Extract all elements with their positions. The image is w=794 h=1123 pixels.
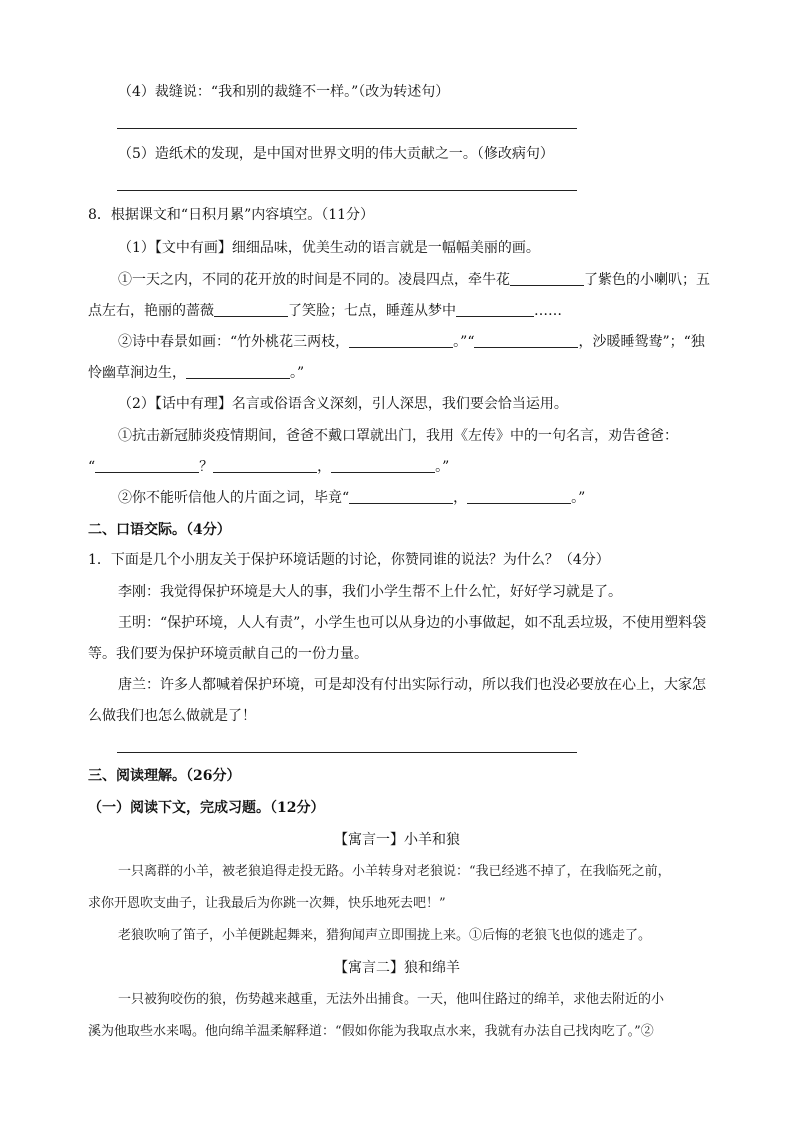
sec2-q1: 1．下面是几个小朋友关于保护环境话题的讨论，你赞同谁的说法？为什么？（4分） bbox=[88, 552, 610, 568]
q8-p2a-comma: ， bbox=[317, 459, 332, 475]
section2-title: 二、口语交际。（4分） bbox=[88, 522, 231, 538]
fable1-p1a: 一只离群的小羊，被老狼追得走投无路。小羊转身对老狼说：“我已经逃不掉了，在我临死之前， bbox=[118, 864, 671, 879]
q7-item4: （4）裁缝说：“我和别的裁缝不一样。”（改为转述句） bbox=[118, 84, 450, 100]
q8-p1b-text3: ，沙暖睡鸳鸯”；“独 bbox=[578, 334, 705, 350]
q8-part1-intro: （1）【文中有画】细细品味，优美生动的语言就是一幅幅美丽的画。 bbox=[118, 240, 540, 256]
fable1-p1b: 求你开恩吹支曲子，让我最后为你跳一次舞，快乐地死去吧！” bbox=[88, 896, 446, 911]
fable2-p1a: 一只被狗咬伤的狼，伤势越来越重，无法外出捕食。一天，他叫住路过的绵羊，求他去附近的小 bbox=[118, 992, 665, 1007]
blank-proverb-3[interactable] bbox=[331, 458, 435, 473]
q8-title: 8．根据课文和“日积月累”内容填空。（11分） bbox=[88, 207, 375, 223]
blank-proverb-2[interactable] bbox=[213, 458, 317, 473]
q8-p1b-line2 bbox=[88, 363, 304, 383]
q8-p1b-text5: 。” bbox=[290, 365, 305, 381]
blank-poem-3[interactable] bbox=[186, 364, 290, 379]
q8-p1b-line1 bbox=[118, 332, 705, 352]
sec2-li-gang: 李刚：我觉得保护环境是大人的事，我们小学生帮不上什么忙，好好学习就是了。 bbox=[118, 584, 622, 600]
q8-p2a-quote-close: 。” bbox=[435, 459, 450, 475]
q8-part2-intro: （2）【话中有理】名言或俗语含义深刻，引人深思，我们要会恰当运用。 bbox=[118, 396, 568, 412]
fable2-p1b: 溪为他取些水来喝。他向绵羊温柔解释道：“假如你能为我取点水来，我就有办法自己找肉吃了。”② bbox=[88, 1024, 654, 1039]
answer-line-q7-5[interactable] bbox=[117, 190, 577, 191]
blank-saying-1[interactable] bbox=[349, 489, 453, 504]
q7-item5: （5）造纸术的发现，是中国对世界文明的伟大贡献之一。（修改病句） bbox=[118, 146, 554, 162]
blank-poem-2[interactable] bbox=[474, 333, 578, 348]
q8-p2b-comma: ， bbox=[453, 490, 468, 506]
fable1-title: 【寓言一】小羊和狼 bbox=[334, 832, 460, 848]
q8-p1a-text4: 了笑脸；七点，睡莲从梦中 bbox=[288, 303, 456, 319]
blank-saying-2[interactable] bbox=[467, 489, 571, 504]
q8-p2a-quote-open: “ bbox=[88, 459, 96, 475]
q8-p1b-text1: ②诗中春景如画：“竹外桃花三两枝， bbox=[118, 334, 350, 350]
q8-p1b-text4: 怜幽草涧边生， bbox=[88, 365, 186, 381]
q8-p2b-quote-close: 。” bbox=[571, 490, 586, 506]
blank-morning-glory[interactable] bbox=[510, 271, 584, 286]
q8-p2a: ①抗击新冠肺炎疫情期间，爸爸不戴口罩就出门，我用《左传》中的一句名言，劝告爸爸： bbox=[118, 428, 678, 444]
sec2-wang-ming-1: 王明：“保护环境，人人有责”，小学生也可以从身边的小事做起，如不乱丢垃圾，不使用塑料袋 bbox=[118, 615, 707, 631]
q8-p1a-line1 bbox=[118, 270, 710, 290]
sec2-wang-ming-2: 等。我们要为保护环境贡献自己的一份力量。 bbox=[88, 646, 368, 662]
q8-p1a-text3: 点左右，艳丽的蔷薇 bbox=[88, 303, 214, 319]
q8-p1a-text2: 了紫色的小喇叭；五 bbox=[584, 272, 710, 288]
fable2-title: 【寓言二】狼和绵羊 bbox=[334, 960, 460, 976]
sec3-sub1: （一）阅读下文，完成习题。（12分） bbox=[88, 800, 325, 816]
q8-p1b-text2: 。”“ bbox=[453, 334, 475, 350]
blank-proverb-1[interactable] bbox=[95, 458, 199, 473]
q8-p2b bbox=[118, 488, 585, 508]
q8-p1a-text1: ①一天之内，不同的花开放的时间是不同的。凌晨四点，牵牛花 bbox=[118, 272, 510, 288]
blank-poem-1[interactable] bbox=[349, 333, 453, 348]
section3-title: 三、阅读理解。（26分） bbox=[88, 768, 241, 784]
blank-lotus[interactable] bbox=[456, 302, 534, 317]
blank-rose[interactable] bbox=[214, 302, 288, 317]
sec2-tang-lan-1: 唐兰：许多人都喊着保护环境，可是却没有付出实际行动，所以我们也没必要放在心上，大家怎 bbox=[118, 677, 706, 693]
fable1-p2: 老狼吹响了笛子，小羊便跳起舞来，猎狗闻声立即围拢上来。①后悔的老狼飞也似的逃走了。 bbox=[118, 928, 652, 943]
q8-p2b-text1: ②你不能听信他人的片面之词，毕竟“ bbox=[118, 490, 350, 506]
q8-p1a-text5: …… bbox=[534, 303, 562, 319]
answer-line-q7-4[interactable] bbox=[117, 128, 577, 129]
sec2-tang-lan-2: 么做我们也怎么做就是了！ bbox=[88, 708, 256, 724]
q8-p1a-line2 bbox=[88, 301, 562, 321]
answer-line-sec2[interactable] bbox=[117, 752, 577, 753]
q8-p2a-blanks bbox=[88, 457, 449, 477]
q8-p2a-question: ？ bbox=[199, 459, 214, 475]
